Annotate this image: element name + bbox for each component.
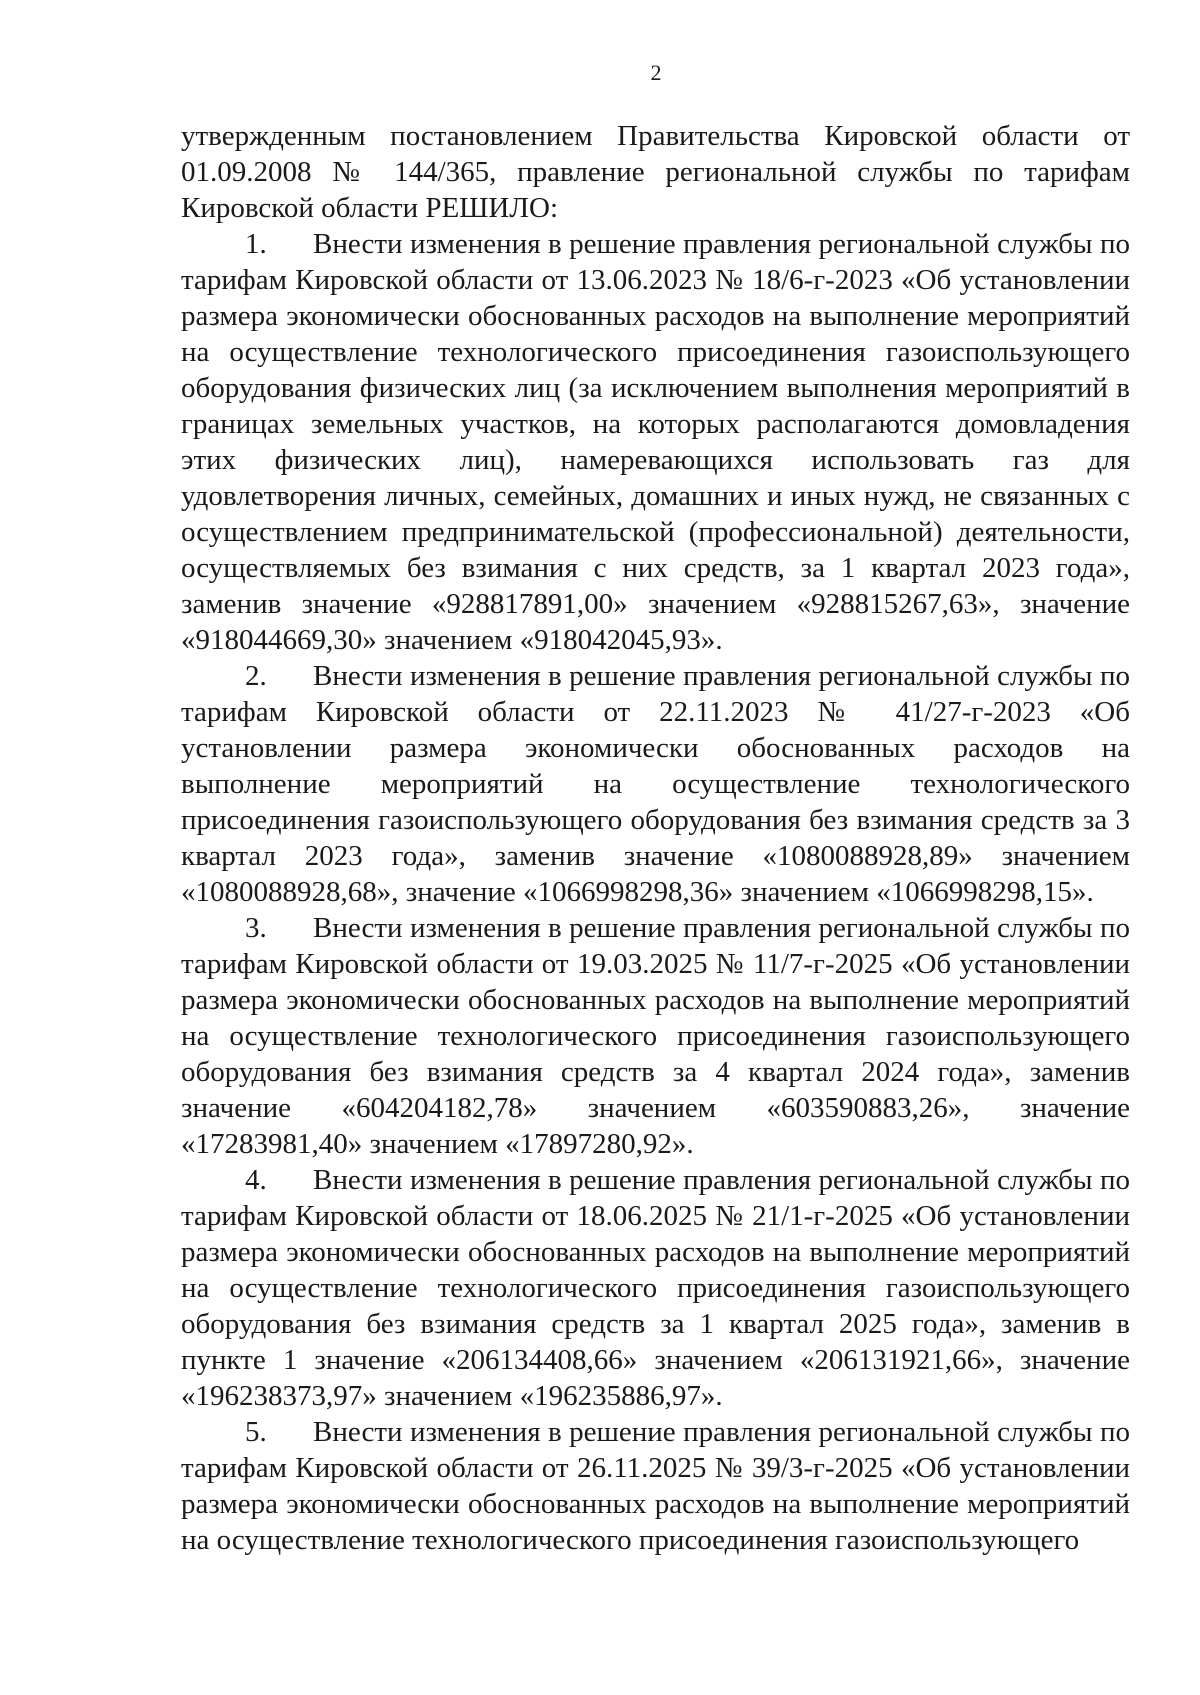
list-item [181, 226, 1130, 658]
item-number: 2. [245, 660, 267, 692]
page-number: 2 [650, 60, 662, 85]
list-item [181, 658, 1130, 910]
item-text: Внести изменения в решение правления региональной службы по тарифам Кировской области от 13.06.2023 № 18/6-г-2023 «Об установлении размера экономически обоснованных расходов на выполнение мероприятий на осуществление технологического присоединения газоиспользующего оборудования физических лиц (за исключением выполнения мероприятий в границах земельных участков, на которых располагаются домовладения этих физических лиц), намеревающихся использовать газ для удовлетворения личных, семейных, домашних и иных нужд, не связанных с осуществлением предпринимательской (профессиональной) деятельности, осуществляемых без взимания с них средств, за 1 квартал 2023 года», заменив значение «928817891,00» значением «928815267,63», значение «918044669,30» значением «918042045,93». [181, 228, 1130, 656]
document-body [181, 118, 1130, 1558]
item-text: Внести изменения в решение правления региональной службы по тарифам Кировской области от 26.11.2025 № 39/3-г-2025 «Об установлении размера экономически обоснованных расходов на выполнение мероприятий на осуществление технологического присоединения газоиспользующего [181, 1416, 1130, 1556]
list-item [181, 1162, 1130, 1414]
item-text: Внести изменения в решение правления региональной службы по тарифам Кировской области от 18.06.2025 № 21/1-г-2025 «Об установлении размера экономически обоснованных расходов на выполнение мероприятий на осуществление технологического присоединения газоиспользующего оборудования без взимания средств за 1 квартал 2025 года», заменив в пункте 1 значение «206134408,66» значением «206131921,66», значение «196238373,97» значением «196235886,97». [181, 1164, 1130, 1412]
item-number: 4. [245, 1164, 267, 1196]
list-item [181, 1414, 1130, 1558]
item-number: 5. [245, 1416, 267, 1448]
item-text: Внести изменения в решение правления региональной службы по тарифам Кировской области от 22.11.2023 № 41/27-г-2023 «Об установлении размера экономически обоснованных расходов на выполнение мероприятий на осуществление технологического присоединения газоиспользующего оборудования без взимания средств за 3 квартал 2023 года», заменив значение «1080088928,89» значением «1080088928,68», значение «1066998298,36» значением «1066998298,15». [181, 660, 1130, 908]
item-number: 1. [245, 228, 267, 260]
item-number: 3. [245, 912, 267, 944]
intro-paragraph: утвержденным постановлением Правительства Кировской области от 01.09.2008 № 144/365, правление региональной службы по тарифам Кировской области РЕШИЛО: [181, 120, 1130, 224]
item-text: Внести изменения в решение правления региональной службы по тарифам Кировской области от 19.03.2025 № 11/7-г-2025 «Об установлении размера экономически обоснованных расходов на выполнение мероприятий на осуществление технологического присоединения газоиспользующего оборудования без взимания средств за 4 квартал 2024 года», заменив значение «604204182,78» значением «603590883,26», значение «17283981,40» значением «17897280,92». [181, 912, 1130, 1160]
list-item [181, 910, 1130, 1162]
